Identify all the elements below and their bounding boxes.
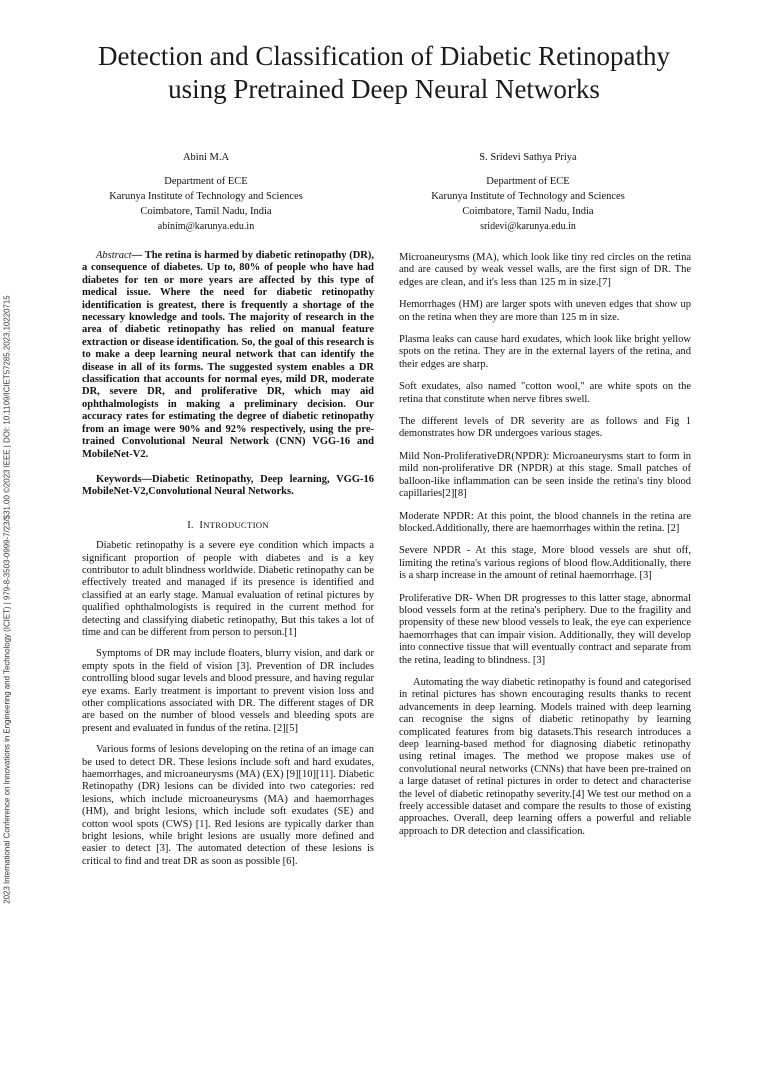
introduction-body (82, 540, 374, 868)
body-paragraph: Microaneurysms (MA), which look like tiny red circles on the retina and are caused by weak vessel walls, are the first sign of DR. The edges are clean, and it's less than 125 m in size.[7] (399, 252, 691, 288)
abstract (82, 250, 374, 461)
section-title-initial: I (199, 519, 204, 531)
keywords (82, 474, 374, 499)
author-institution: Karunya Institute of Technology and Sciences (431, 191, 625, 202)
body-paragraph: Hemorrhages (HM) are larger spots with uneven edges that show up on the retina when they are more than 125 m in size. (399, 299, 691, 323)
body-paragraph: Automating the way diabetic retinopathy is found and categorised in retinal pictures has shown encouraging results thanks to recent advancements in deep learning. Models trained with deep learning can recognise the signs of diabetic retinopathy by learning complicated features from big datasets.This research introduces a deep learning-based method for diagnosing diabetic retinopathy using retinal images. The method we propose makes use of convolutional neural networks (CNNs) that have been pre-trained on a large dataset of retinal pictures in order to detect and characterise the level of diabetic retinopathy severity.[4] We test our method on a freely accessible dataset and compare the results to those of existing approaches. Overall, deep learning offers a powerful and reliable approach to DR detection and classification. (399, 676, 691, 837)
section-number: I. (187, 519, 194, 531)
body-paragraph: Proliferative DR- When DR progresses to this latter stage, abnormal blood vessels form at the retina's periphery. Due to the fragility and propensity of these new blood vessels to leak, the eye can experience haemorrhages that can impair vision. Additionally, they will develop into connective tissue that will eventually contract and separate from the retina, leading to blindness. [3] (399, 592, 691, 666)
author-department: Department of ECE (164, 176, 248, 187)
right-column (399, 252, 691, 848)
body-paragraph: Soft exudates, also named "cotton wool," are white spots on the retina that constitute when nerve fibres swell. (399, 381, 691, 405)
keywords-text: Keywords—Diabetic Retinopathy, Deep learning, VGG-16 MobileNet-V2,Convolutional Neural Networks. (82, 473, 374, 498)
abstract-label: Abstract (96, 250, 132, 261)
body-paragraph: Plasma leaks can cause hard exudates, which look like bright yellow spots on the retina. They are in the external layers of the retina, and their edges are sharp. (399, 334, 691, 370)
section-title-rest: NTRODUCTION (203, 519, 269, 530)
body-paragraph: Diabetic retinopathy is a severe eye condition which impacts a significant proportion of people with diabetes and is a key contributor to adult blindness worldwide. Diabetic retinopathy can be effectively treated and managed if its presence is identified and classified at an early stage. Manual evaluation of retinal pictures by qualified ophthalmologists is required in the current method for detecting and classifying diabetic retinopathy, But this takes a lot of time and can be different from person to person.[1] (82, 540, 374, 638)
body-paragraph: Severe NPDR - At this stage, More blood vessels are shut off, limiting the retina's various regions of blood flow.Additionally, there is a sharp increase in the amount of retinal haemorrhage. [3] (399, 545, 691, 582)
right-column-body (399, 252, 691, 838)
author-institution: Karunya Institute of Technology and Sciences (109, 191, 303, 202)
author-name: S. Sridevi Sathya Priya (479, 152, 577, 163)
body-paragraph: Various forms of lesions developing on the retina of an image can be used to detect DR. These lesions include soft and hard exudates, haemorrhages, and microaneurysms (MA) (EX) [9][10][11]. Diabetic Retinopathy (DR) lesions can be divided into two categories: red lesions, which include microaneurysms (MA) and haemorrhages (HM), and bright lesions, which include soft exudates (SE) and cotton wool spots (CWS) [1]. Red lesions are typically darker than bright lesions, while bright lesions are usually more defined and easier to detect [3]. The automated detection of these lesions is critical to find and treat DR as soon as possible [6]. (82, 744, 374, 867)
author-block-1 (56, 150, 356, 234)
section-heading-introduction (82, 519, 374, 532)
body-paragraph: Moderate NPDR: At this point, the blood channels in the retina are blocked.Additionally, there are haemorrhages within the retina. [2] (399, 510, 691, 534)
body-paragraph: The different levels of DR severity are as follows and Fig 1 demonstrates how DR undergoes various stages. (399, 416, 691, 440)
author-department: Department of ECE (486, 176, 570, 187)
abstract-dash: — (131, 250, 145, 261)
author-block-2 (378, 150, 678, 234)
author-email: abinim@karunya.edu.in (157, 221, 255, 232)
paper-title: Detection and Classification of Diabetic Retinopathy using Pretrained Deep Neural Networks (97, 41, 671, 104)
author-email: sridevi@karunya.edu.in (480, 221, 576, 232)
author-location: Coimbatore, Tamil Nadu, India (462, 206, 594, 217)
left-column (82, 250, 374, 877)
abstract-paragraph (82, 250, 374, 461)
publication-side-stamp: 2023 International Conference on Innovations in Engineering and Technology (ICIET) | 979-8-3503-0999-7/23/$31.00 ©2023 IEEE | DOI: 10.1109/ICIET57285.2023.10220715 (2, 295, 12, 904)
body-paragraph: Symptoms of DR may include floaters, blurry vision, and dark or empty spots in the field of vision [3]. Prevention of DR includes controlling blood sugar levels and blood pressure, and having regular eye exams. Early treatment is important to prevent vision loss and other complications associated with DR. The different stages of DR are based on the number of blood vessels and bleeding spots are present and evaluated in fundus of the retina. [2][5] (82, 648, 374, 734)
author-name: Abini M.A (182, 152, 230, 163)
author-location: Coimbatore, Tamil Nadu, India (140, 206, 272, 217)
abstract-text: The retina is harmed by diabetic retinopathy (DR), a consequence of diabetes. Up to, 80% of people who have had diabetes for ten or more years are affected by this type of medical issue. Where the need for diabetic retinopathy identification is greatest, there is frequently a shortage of the necessary knowledge and tools. The majority of research in the area of diabetic retinopathy has relied on manual feature extraction or disease identification. So, the goal of this research is to make a deep learning neural network that can identify the disease in all of its forms. The suggested system enables a DR classification that accounts for normal eyes, mild DR, moderate DR, severe DR, and proliferative DR, which may aid ophthalmologists in making a preliminary decision. Our accuracy rates for estimating the degree of diabetic retinopathy from an image were 90% and 92% respectively, using the pre-trained Convolutional Neural Network (CNN) VGG-16 and MobileNet-V2. (82, 250, 375, 460)
body-paragraph: Mild Non-ProliferativeDR(NPDR): Microaneurysms start to form in mild non-proliferative DR (NPDR) at this stage. Small patches of balloon-like inflammation can be seen inside the retina's tiny blood capillaries[2][8] (399, 450, 691, 500)
